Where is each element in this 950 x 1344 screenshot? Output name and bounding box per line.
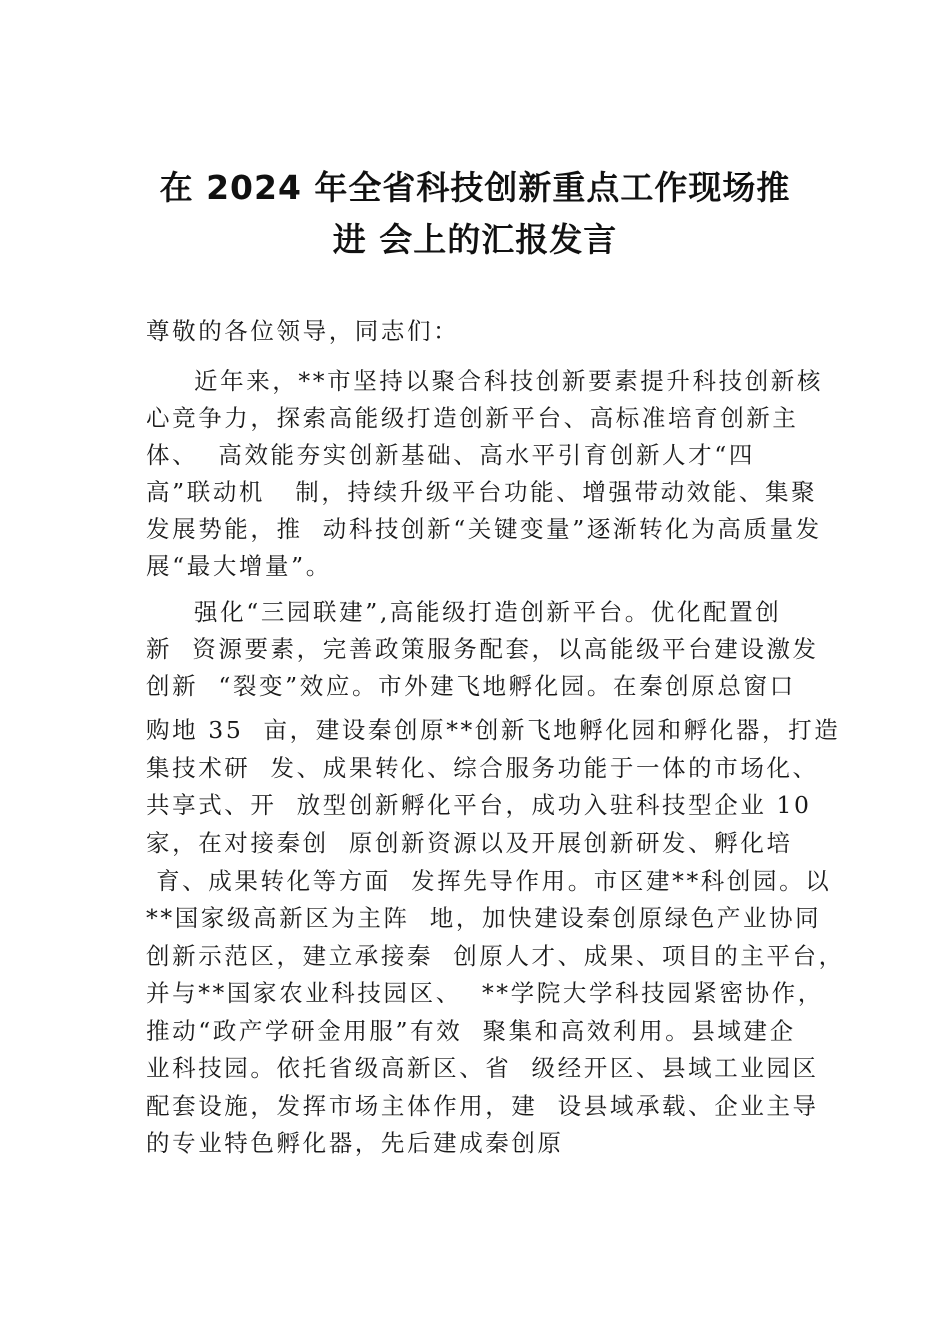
paragraph-2-line: 购地 35 亩，建设秦创原**创新飞地孵化园和孵化器，打造 bbox=[146, 716, 841, 744]
paragraph-2-line: 推动“政产学研金用服”有效 聚集和高效利用。县域建企 bbox=[146, 1017, 796, 1045]
paragraph-2-line: 育、成果转化等方面 发挥先导作用。市区建**科创园。以 bbox=[146, 867, 832, 895]
paragraph-2-line: **国家级高新区为主阵 地，加快建设秦创原绿色产业协同 bbox=[146, 904, 822, 932]
paragraph-2-line: 共享式、开 放型创新孵化平台，成功入驻科技型企业 10 bbox=[146, 791, 812, 819]
paragraph-2-line: 配套设施，发挥市场主体作用，建 设县域承载、企业主导 bbox=[146, 1092, 819, 1120]
paragraph-1-line: 体、 高效能夯实创新基础、高水平引育创新人才“四 bbox=[146, 441, 755, 469]
document-title-line-2: 进 会上的汇报发言 bbox=[332, 220, 618, 259]
paragraph-1-line: 展“最大增量”。 bbox=[146, 552, 332, 580]
paragraph-2-line: 并与**国家农业科技园区、 **学院大学科技园紧密协作， bbox=[146, 979, 824, 1007]
paragraph-2-line: 集技术研 发、成果转化、综合服务功能于一体的市场化、 bbox=[146, 754, 819, 782]
paragraph-1-line: 心竞争力，探索高能级打造创新平台、高标准培育创新主 bbox=[146, 404, 799, 432]
paragraph-2-line: 新 资源要素，完善政策服务配套，以高能级平台建设激发 bbox=[146, 635, 819, 663]
paragraph-2-line: 创新示范区，建立承接秦 创原人才、成果、项目的主平台， bbox=[146, 942, 845, 970]
paragraph-2-line: 业科技园。依托省级高新区、省 级经开区、县域工业园区 bbox=[146, 1054, 819, 1082]
paragraph-1-line: 发展势能，推 动科技创新“关键变量”逐渐转化为高质量发 bbox=[146, 515, 822, 543]
paragraph-2-line: 强化“三园联建”,高能级打造创新平台。优化配置创 bbox=[194, 598, 782, 626]
salutation: 尊敬的各位领导，同志们： bbox=[146, 317, 460, 345]
document-title-line-1: 在 2024 年全省科技创新重点工作现场推 bbox=[159, 168, 791, 207]
paragraph-2-line: 家，在对接秦创 原创新资源以及开展创新研发、孵化培 bbox=[146, 829, 793, 857]
paragraph-1-line: 高”联动机 制，持续升级平台功能、增强带动效能、集聚 bbox=[146, 478, 818, 506]
paragraph-2-line: 的专业特色孵化器，先后建成秦创原 bbox=[146, 1129, 564, 1157]
paragraph-1-line: 近年来，**市坚持以聚合科技创新要素提升科技创新核 bbox=[194, 367, 823, 395]
paragraph-2-line: 创新 “裂变”效应。市外建飞地孵化园。在秦创原总窗口 bbox=[146, 672, 796, 700]
